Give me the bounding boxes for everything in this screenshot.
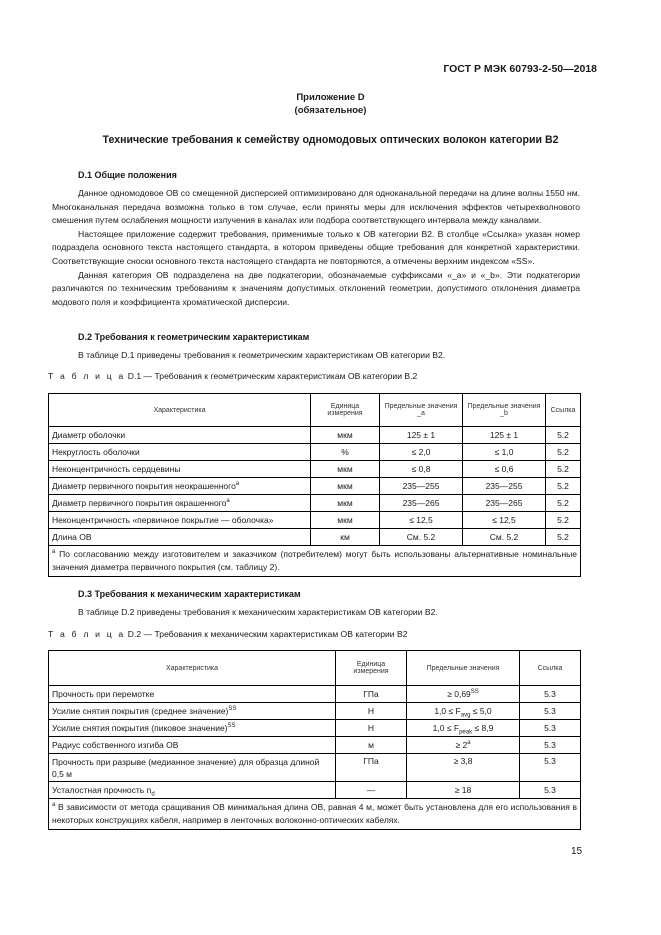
section-d3-intro: В таблице D.2 приведены требования к механическим характеристикам ОВ категории B2.	[78, 607, 438, 617]
cell: 235—255	[380, 478, 463, 495]
footnote-text: По согласованию между изготовителем и заказчиком (потребителем) могут быть использованы альтернативные номинальные значения диаметра первичного покрытия (см. таблицу 2).	[52, 549, 577, 572]
table-row	[49, 461, 581, 478]
footnote-mark: a	[52, 802, 56, 809]
table-caption-d2	[48, 629, 408, 639]
cell: ≤ 0,8	[380, 461, 463, 478]
cell: 125 ± 1	[463, 427, 546, 444]
table-row	[49, 703, 581, 720]
table-caption-d1	[48, 371, 417, 381]
cell-text: Диаметр первичного покрытия окрашенного	[52, 498, 227, 508]
cell: ≤ 0,6	[463, 461, 546, 478]
value-tail: ≤ 8,9	[472, 723, 494, 733]
column-header: Ссылка	[520, 651, 581, 686]
cell-text: Усилие снятия покрытия (среднее значение)	[52, 706, 229, 716]
cell: ГПа	[336, 686, 407, 703]
cell: ≤ 2,0	[380, 444, 463, 461]
section-heading-d3: D.3 Требования к механическим характеристикам	[78, 589, 301, 599]
cell	[49, 495, 311, 512]
table-row	[49, 495, 581, 512]
page-number: 15	[571, 846, 583, 857]
cell: м	[336, 737, 407, 754]
cell: Радиус собственного изгиба ОВ	[49, 737, 336, 754]
table-row	[49, 427, 581, 444]
table-row	[49, 529, 581, 546]
paragraph: Настоящее приложение содержит требования, применимые только к ОВ категории B2. В столбце «Ссылка» указан номер подраздела основного текста настоящего стандарта, в котором приведены общие требования для конкретной характеристики. Соответствующие сноски основного текста настоящего стандарта не повторяются, а отмечены верхним индексом «SS».	[52, 228, 580, 266]
column-header: Характеристика	[49, 394, 311, 427]
footnote-mark: a	[467, 740, 471, 747]
cell	[49, 703, 336, 720]
subscript: peak	[459, 729, 473, 736]
table-row	[49, 754, 581, 782]
footnote-mark: a	[226, 498, 230, 505]
table-header-row	[49, 651, 581, 686]
cell: 5.2	[546, 427, 581, 444]
caption-text: D.1 — Требования к геометрическим характеристикам ОВ категории B.2	[127, 371, 418, 381]
table-footnote-row	[49, 546, 581, 577]
section-d1-text	[52, 187, 580, 309]
table-row	[49, 720, 581, 737]
cell: 125 ± 1	[380, 427, 463, 444]
standard-number: ГОСТ Р МЭК 60793-2-50—2018	[443, 63, 597, 75]
table-footnote-row	[49, 799, 581, 830]
cell: мкм	[311, 512, 380, 529]
cell: ≥ 18	[407, 782, 520, 799]
table-row	[49, 478, 581, 495]
cell: км	[311, 529, 380, 546]
cell: мкм	[311, 461, 380, 478]
annex-title: Приложение D	[296, 92, 365, 103]
cell: 235—265	[463, 495, 546, 512]
cell: 5.2	[546, 495, 581, 512]
cell: 5.2	[546, 461, 581, 478]
superscript: SS	[228, 706, 237, 713]
cell: 5.3	[520, 686, 581, 703]
cell	[407, 703, 520, 720]
superscript: SS	[470, 689, 479, 696]
cell	[49, 782, 336, 799]
cell: Прочность при перемотке	[49, 686, 336, 703]
cell-text: Усилие снятия покрытия (пиковое значение)	[52, 723, 228, 733]
cell: ≥ 3,8	[407, 754, 520, 782]
column-header: Единица измерения	[336, 651, 407, 686]
cell-text: Усталостная прочность n	[52, 785, 152, 795]
section-d2-intro: В таблице D.1 приведены требования к геометрическим характеристикам ОВ категории B2.	[78, 350, 446, 360]
cell: Диаметр оболочки	[49, 427, 311, 444]
cell	[49, 720, 336, 737]
cell: 5.3	[520, 737, 581, 754]
column-header: Предельные значения _b	[463, 394, 546, 427]
table-mechanical	[48, 650, 581, 830]
cell: %	[311, 444, 380, 461]
cell: ГПа	[336, 754, 407, 782]
cell: 5.2	[546, 478, 581, 495]
caption-text: D.2 — Требования к механическим характеристикам ОВ категории B2	[127, 629, 408, 639]
cell: мкм	[311, 495, 380, 512]
table-geometry	[48, 393, 581, 577]
section-heading-d1: D.1 Общие положения	[78, 170, 177, 180]
value: ≥ 2	[455, 740, 468, 750]
cell: 5.3	[520, 782, 581, 799]
caption-prefix: Т а б л и ц а	[48, 371, 126, 381]
subscript: d	[151, 791, 155, 798]
value-tail: ≤ 5,0	[470, 706, 492, 716]
footnote-mark: a	[52, 549, 56, 556]
cell: мкм	[311, 427, 380, 444]
value: 1,0 ≤ F	[432, 723, 460, 733]
cell: 5.2	[546, 512, 581, 529]
cell: 5.2	[546, 529, 581, 546]
subscript: avg	[460, 712, 471, 719]
cell: ≤ 12,5	[380, 512, 463, 529]
cell: Н	[336, 703, 407, 720]
table-row	[49, 737, 581, 754]
cell: 235—255	[463, 478, 546, 495]
table-header-row	[49, 394, 581, 427]
paragraph: Данная категория ОВ подразделена на две подкатегории, обозначаемые суффиксами «_a» и «_b». Эти подкатегории различаются по техническим требованиям к значениям допустимых отклонений геометрии, допустимого отклонения диаметра модового поля и коэффициента хроматической дисперсии.	[52, 269, 580, 307]
cell	[407, 720, 520, 737]
cell: Н	[336, 720, 407, 737]
cell: ≤ 1,0	[463, 444, 546, 461]
value: 1,0 ≤ F	[434, 706, 461, 716]
cell: мкм	[311, 478, 380, 495]
cell: —	[336, 782, 407, 799]
annex-subtitle: (обязательное)	[294, 105, 367, 116]
paragraph: Данное одномодовое ОВ со смещенной дисперсией оптимизировано для одноканальной передачи на длине волны 1550 нм. Многоканальная передача возможна только в том случае, если приняты меры для исключения эффектов четырехволнового смешения путем ослабления мощности излучения в каналах или подбора соответствующего интервала между каналами.	[52, 188, 580, 226]
table-row	[49, 512, 581, 529]
cell: 5.2	[546, 444, 581, 461]
footnote-text: В зависимости от метода сращивания ОВ минимальная длина ОВ, равная 4 м, может быть установлена для его использования в некоторых конструкциях кабеля, например в ленточных волоконно-оптических кабелях.	[52, 802, 577, 825]
value: ≥ 0,69	[447, 689, 471, 699]
document-title: Технические требования к семейству одномодовых оптических волокон категории B2	[102, 134, 559, 146]
caption-prefix: Т а б л и ц а	[48, 629, 126, 639]
cell: 5.3	[520, 754, 581, 782]
annex-heading	[0, 91, 661, 117]
cell: См. 5.2	[380, 529, 463, 546]
table-footnote	[49, 546, 581, 577]
section-heading-d2: D.2 Требования к геометрическим характеристикам	[78, 332, 310, 342]
cell: 235—265	[380, 495, 463, 512]
footnote-mark: a	[235, 481, 240, 488]
cell: Некруглость оболочки	[49, 444, 311, 461]
cell: Длина ОВ	[49, 529, 311, 546]
cell	[407, 686, 520, 703]
cell	[407, 737, 520, 754]
cell: 5.3	[520, 703, 581, 720]
column-header: Единица измерения	[311, 394, 380, 427]
cell: Прочность при разрыве (медианное значение) для образца длиной 0,5 м	[49, 754, 336, 782]
table-footnote	[49, 799, 581, 830]
cell: ≤ 12,5	[463, 512, 546, 529]
column-header: Предельные значения	[407, 651, 520, 686]
cell: Неконцентричность сердцевины	[49, 461, 311, 478]
cell: Неконцентричность «первичное покрытие — оболочка»	[49, 512, 311, 529]
table-row	[49, 782, 581, 799]
cell: См. 5.2	[463, 529, 546, 546]
superscript: SS	[227, 723, 236, 730]
table-row	[49, 444, 581, 461]
column-header: Характеристика	[49, 651, 336, 686]
cell	[49, 478, 311, 495]
column-header: Предельные значения _a	[380, 394, 463, 427]
cell: 5.3	[520, 720, 581, 737]
table-row	[49, 686, 581, 703]
cell-text: Диаметр первичного покрытия неокрашенного	[52, 481, 236, 491]
column-header: Ссылка	[546, 394, 581, 427]
